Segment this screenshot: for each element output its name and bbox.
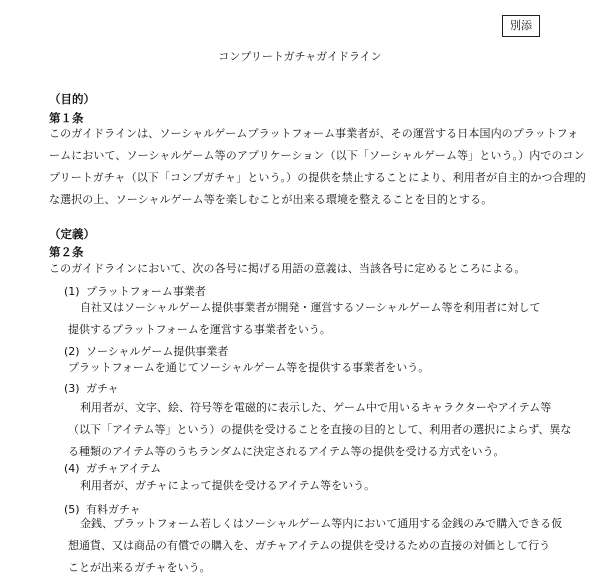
definition-number: (3) — [64, 382, 80, 395]
article-1-text — [49, 123, 586, 211]
document-title: コンプリートガチャガイドライン — [218, 50, 382, 63]
definition-term: ソーシャルゲーム提供事業者 — [86, 345, 229, 358]
article-1-line: プリートガチャ（以下「コンプガチャ」という。）の提供を禁止することにより、利用者が自主的かつ合理的 — [49, 171, 586, 184]
definition-1-body — [68, 297, 548, 341]
definition-number: (5) — [64, 503, 80, 516]
definition-number: (4) — [64, 462, 80, 475]
article-2-text — [49, 258, 549, 280]
definition-line: （以下「アイテム等」という）の提供を受けることを直接の目的として、利用者の選択によらず、異な — [68, 423, 572, 436]
definition-number: (1) — [64, 285, 80, 298]
article-1-line: ームにおいて、ソーシャルゲーム等のアプリケーション（以下「ソーシャルゲーム等」という。）内でのコン — [49, 149, 585, 162]
definition-term: ガチャ — [86, 382, 119, 395]
annex-label-box: 別添 — [502, 15, 540, 37]
definition-line: 利用者が、ガチャによって提供を受けるアイテム等をいう。 — [80, 479, 376, 492]
definition-5-body — [68, 513, 563, 579]
article-2-label: 第２条 — [49, 245, 84, 259]
section-heading-purpose: （目的） — [49, 92, 95, 106]
definition-line: プラットフォームを通じてソーシャルゲーム等を提供する事業者をいう。 — [68, 361, 430, 374]
definition-line: 想通貨、又は商品の有償での購入を、ガチャアイテムの提供を受けるための直接の対価として行う — [68, 539, 551, 552]
definition-line: 利用者が、文字、絵、符号等を電磁的に表示した、ゲーム中で用いるキャラクターやアイテム等 — [80, 401, 552, 414]
definition-3-body — [68, 397, 572, 463]
definition-line: 自社又はソーシャルゲーム提供事業者が開発・運営するソーシャルゲーム等を利用者に対して — [80, 301, 541, 314]
definition-term: 有料ガチャ — [86, 503, 141, 516]
definition-2-body — [68, 357, 548, 379]
definition-number: (2) — [64, 345, 80, 358]
definition-line: る種類のアイテム等のうちランダムに決定されるアイテム等の提供を受ける方式をいう。 — [68, 445, 505, 458]
definition-line: ことが出来るガチャをいう。 — [68, 561, 211, 574]
article-2-line: このガイドラインにおいて、次の各号に掲げる用語の意義は、当該各号に定めるところによる。 — [49, 262, 526, 275]
article-1-line: このガイドラインは、ソーシャルゲームプラットフォーム事業者が、その運営する日本国内のプラットフォ — [49, 127, 579, 140]
definition-line: 金銭、プラットフォーム若しくはソーシャルゲーム等内において通用する金銭のみで購入できる仮 — [80, 517, 563, 530]
definition-4-body — [68, 475, 548, 497]
article-1-label: 第１条 — [49, 111, 84, 125]
definition-term: ガチャアイテム — [86, 462, 162, 475]
definition-line: 提供するプラットフォームを運営する事業者をいう。 — [68, 323, 331, 336]
article-1-line: な選択の上、ソーシャルゲーム等を楽しむことが出来る環境を整えることを目的とする。 — [49, 193, 493, 206]
definition-3-heading — [64, 381, 119, 397]
section-heading-definitions: （定義） — [49, 227, 95, 241]
definition-term: プラットフォーム事業者 — [86, 285, 206, 298]
